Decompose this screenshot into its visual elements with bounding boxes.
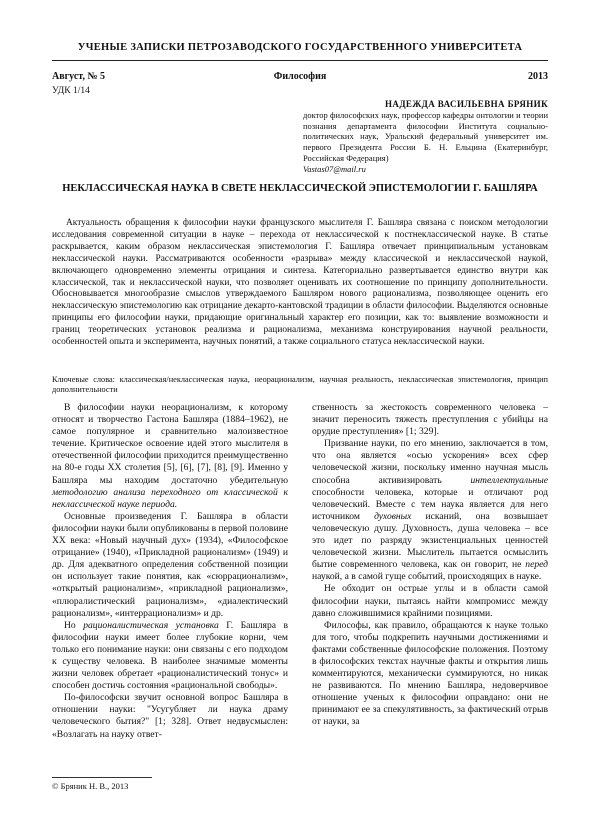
paragraph (52, 620, 288, 693)
body-column-right (312, 402, 548, 729)
text: способности человека, которые и отличают род человеческий. Вместе с тем наука является для него источником (312, 486, 548, 522)
issue-year: 2013 (528, 71, 548, 82)
paragraph (312, 438, 548, 583)
article-title: НЕКЛАССИЧЕСКАЯ НАУКА В СВЕТЕ НЕКЛАССИЧЕСКОЙ ЭПИСТЕМОЛОГИИ Г. БАШЛЯРА (62, 183, 538, 194)
paragraph: Не обходит он острые углы и в области самой философии науки, пытаясь найти компромисс между давно сложившимися крайними позициями. (312, 583, 548, 619)
paragraph: Философы, как правило, обращаются к науке только для того, чтобы подкрепить научными достижениями и фактами собственные философские положения. Поэтому в философских текстах научные факты и открытия лишь комментируются, механически суммируются, но никак не развиваются. По мнению Башляра, недоверчивое отношение ученых к философии оправдано: они не принимают ее за спекулятивность, за фактический отрыв от науки, за (312, 619, 548, 728)
abstract: Актуальность обращения к философии науки французского мыслителя Г. Башляра связана с поиском методологии исследования современной ситуации в науке – перехода от неклассической к постнеклассической науке. В статье раскрывается, каким образом неклассическая эпистемология Г. Башляра отвечает принципиальным установкам неклассической науки. Рассматриваются особенности «разрыва» между классической и неклассической наукой, включающего одновременно элементы отрицания и синтеза. Категориально развертывается единство внутри как классической, так и неклассической науки, что позволяет оценивать их соотношение по принципу дополнительности. Обосновывается многообразие смыслов утверждаемого Башляром нового рационализма, позволяющее оценить его неклассическую эпистемологию как отрицание декарто-кантовской традиции в области философии. Выделяются основные принципы его философии науки, придающие оригинальный характер его позиции, как то: выявление возможности и границ теоретических установок реализма и рационализма, механизма конструирования научной реальности, особенностей опыта и эксперимента, научных понятий, а также социального статуса неклассической науки. (52, 218, 548, 348)
author-name: НАДЕЖДА ВАСИЛЬЕВНА БРЯНИК (385, 99, 548, 109)
journal-title: УЧЕНЫЕ ЗАПИСКИ ПЕТРОЗАВОДСКОГО ГОСУДАРСТВЕННОГО УНИВЕРСИТЕТА (77, 42, 523, 53)
text: Призвание науки, по его мнению, заключается в том, что она является «осью ускорения» всех сфер человеческой жизни, поскольку именно научная мысль способна активизировать (312, 438, 548, 486)
affiliation-text: доктор философских наук, профессор кафедры онтологии и теории познания департамента философии Института социально-политических наук, Уральский федеральный университет им. первого Президента России Б. Н. Ельцина (Екатеринбург, Российская Федерация) (303, 110, 548, 163)
issue-number: Август, № 5 (52, 71, 106, 82)
text: Г. Башляра в философии науки имеет более глубокие корни, чем только его понимание науки: они связаны с его подходом к существу человека. В наиболее значимые моменты жизни человек обретает «рационалистический тонус» и способен достичь состояния «рациональной свободы». (52, 619, 289, 692)
footnote-rule (52, 777, 152, 778)
paragraph (52, 402, 288, 511)
text: Но (64, 619, 84, 631)
text: исканий, она возвышает человеческую душу. Духовность, душа человека – все это идет по разряду экзистенциальных ценностей человеческой жизни. Мыслитель пытается осмыслить бытие современного человека, как он говорит, не (312, 510, 548, 571)
emphasis: духовных (374, 510, 412, 522)
text: В философии науки неорационализм, к которому относят и творчество Гастона Башляра (1884–1962), не самое популярное и сравнительно малоизвестное течение. Критическое освоение идей этого мыслителя в отечественной философии приходится преимущественно на 80-е годы XX столетия [5], [6], [7], [8], [9]. Именно у Башляра мы находим достаточно убедительную (52, 402, 288, 486)
emphasis: рационалистическая установка (83, 619, 219, 631)
header-rule (52, 60, 548, 61)
keywords: Ключевые слова: классическая/неклассическая наука, неорационализм, научная реальность, неклассическая эпистемология, принцип дополнительности (52, 375, 548, 394)
author-affiliation (303, 110, 548, 174)
paragraph: По-философски звучит основной вопрос Башляра в отношении науки: "Усугубляет ли наука драму человеческого бытия?" [1; 328]. Ответ недвусмыслен: «Возлагать на науку ответ- (52, 692, 288, 740)
emphasis: перед (525, 559, 548, 571)
emphasis: методологию анализа переходного от классической к неклассической науке периода. (52, 486, 288, 510)
paragraph: ственность за жестокость современного человека – значит переносить тяжесть преступления с убийцы на орудие преступления» [1; 329]. (312, 402, 548, 438)
section-name: Философия (273, 71, 327, 82)
emphasis: интеллектуальные (470, 474, 548, 486)
udk-code: УДК 1/14 (52, 86, 90, 96)
body-column-left (52, 402, 288, 741)
copyright: © Бряник Н. В., 2013 (52, 781, 129, 791)
paragraph: Основные произведения Г. Башляра в области философии науки были опубликованы в первой половине XX века: «Новый научный дух» (1934), «Философское отрицание» (1940), «Прикладной рационализм» (1949) и др. Для адекватного определения собственной позиции он использует такие понятия, как «сюррационализм», «открытый рационализм», «прикладной рационализм», «плюралистический рационализм», «диалектический рационализм», «интеррационализм» и др. (52, 510, 288, 619)
text: наукой, а в самой гуще событий, происходящих в науке. (312, 571, 542, 583)
author-email: Vastas07@mail.ru (303, 163, 366, 174)
